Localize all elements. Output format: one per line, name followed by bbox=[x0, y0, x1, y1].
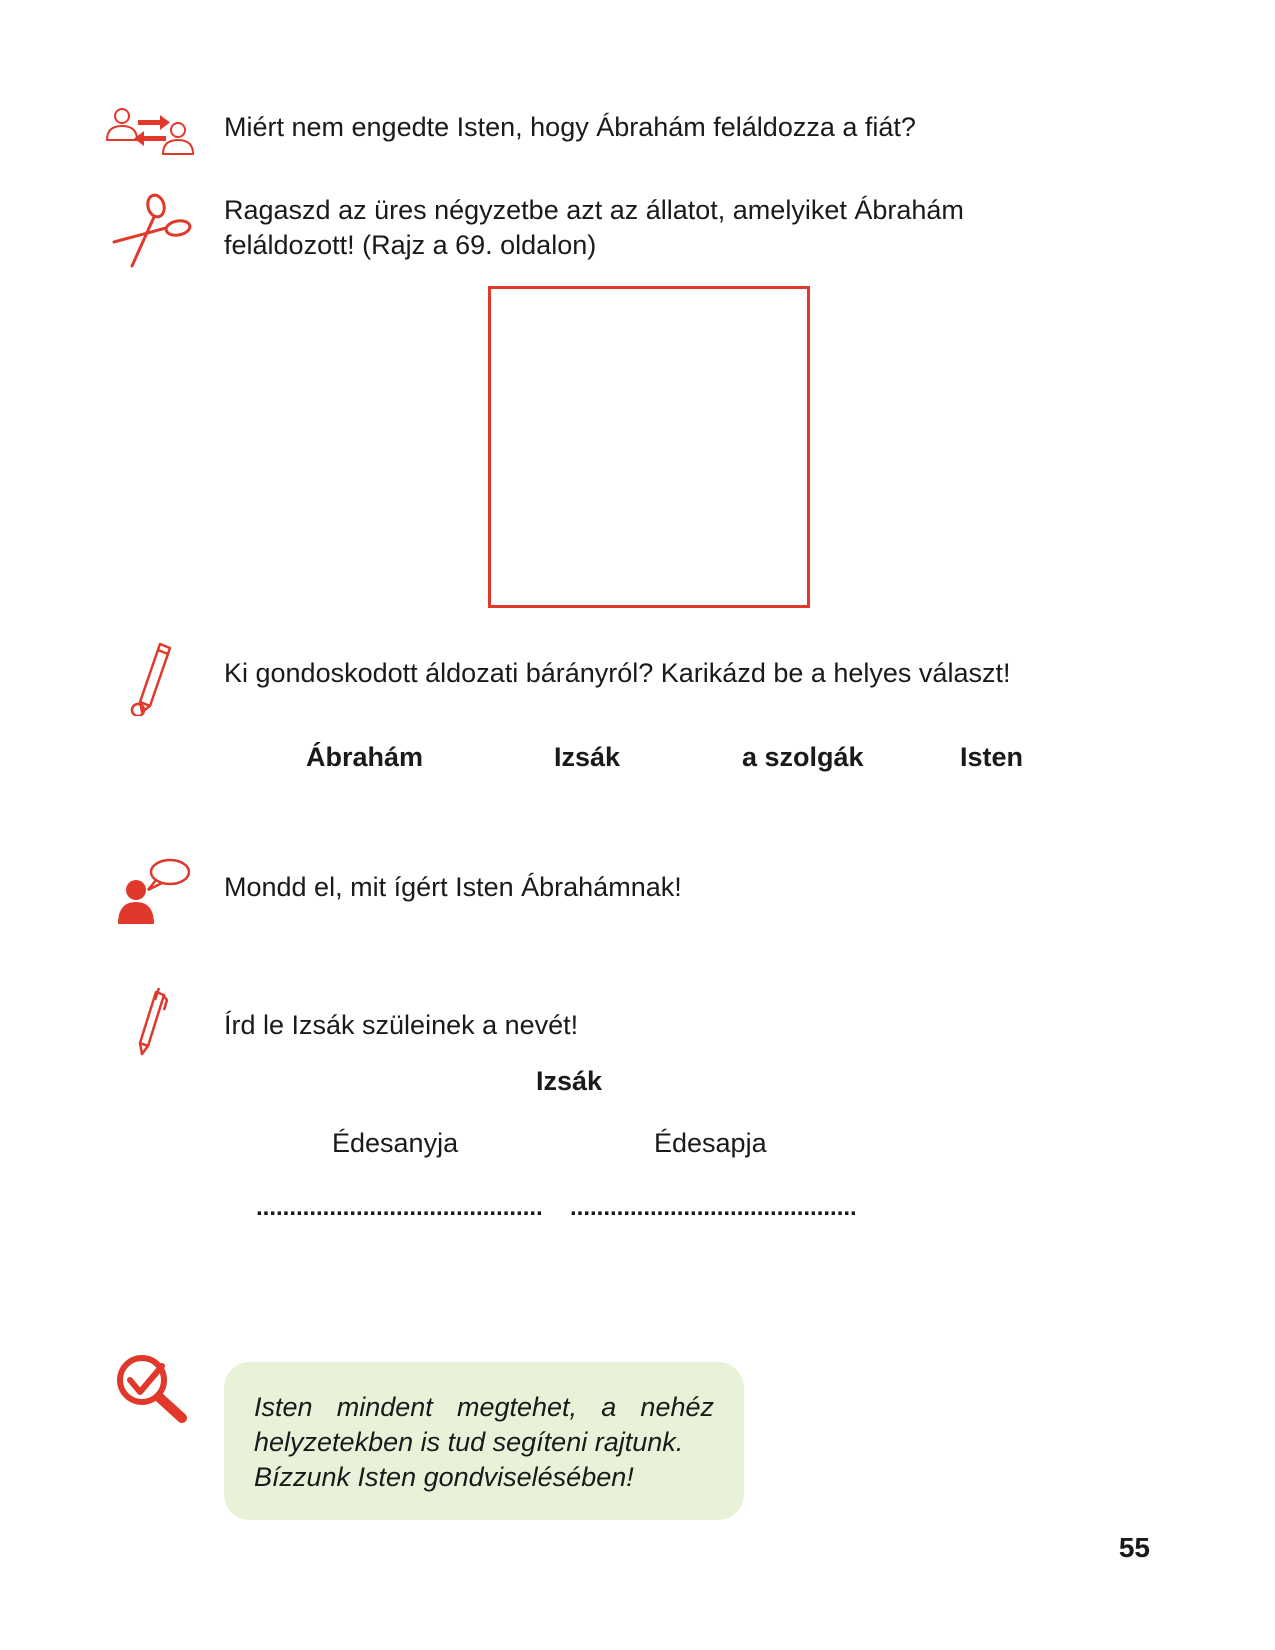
choice-isten[interactable]: Isten bbox=[960, 742, 1024, 772]
pen-icon bbox=[134, 986, 170, 1058]
exchange-people-icon bbox=[104, 106, 196, 158]
speaking-person-icon bbox=[116, 858, 192, 924]
callout-line-1: Isten mindent megtehet, a nehéz bbox=[254, 1392, 714, 1422]
choice-szolgak[interactable]: a szolgák bbox=[742, 742, 864, 772]
question-5: Írd le Izsák szüleinek a nevét! bbox=[224, 1010, 579, 1040]
choice-izsak[interactable]: Izsák bbox=[554, 742, 621, 772]
pencil-icon bbox=[128, 640, 176, 716]
scissors-icon bbox=[110, 192, 194, 270]
choice-abraham[interactable]: Ábrahám bbox=[306, 742, 424, 772]
mother-name-blank[interactable]: ........................................... bbox=[256, 1194, 543, 1221]
question-1: Miért nem engedte Isten, hogy Ábrahám feláldozza a fiát? bbox=[224, 112, 916, 142]
magnifier-check-icon bbox=[114, 1352, 190, 1426]
page-number: 55 bbox=[1118, 1532, 1150, 1563]
question-4: Mondd el, mit ígért Isten Ábrahámnak! bbox=[224, 872, 682, 902]
question-2-line-1: Ragaszd az üres négyzetbe azt az állatot, amelyiket Ábrahám bbox=[224, 195, 964, 225]
sticker-paste-box[interactable] bbox=[488, 286, 810, 608]
summary-callout bbox=[224, 1362, 744, 1520]
callout-line-3: Bízzunk Isten gondviselésében! bbox=[254, 1462, 634, 1492]
center-name-izsak: Izsák bbox=[536, 1066, 603, 1096]
callout-line-2: helyzetekben is tud segíteni rajtunk. bbox=[254, 1427, 684, 1457]
father-label: Édesapja bbox=[654, 1128, 767, 1158]
question-2-line-2: feláldozott! (Rajz a 69. oldalon) bbox=[224, 230, 597, 260]
father-name-blank[interactable]: ........................................... bbox=[570, 1194, 857, 1221]
question-3: Ki gondoskodott áldozati bárányról? Karikázd be a helyes választ! bbox=[224, 658, 1011, 688]
mother-label: Édesanyja bbox=[332, 1128, 459, 1158]
question-2 bbox=[224, 193, 964, 263]
